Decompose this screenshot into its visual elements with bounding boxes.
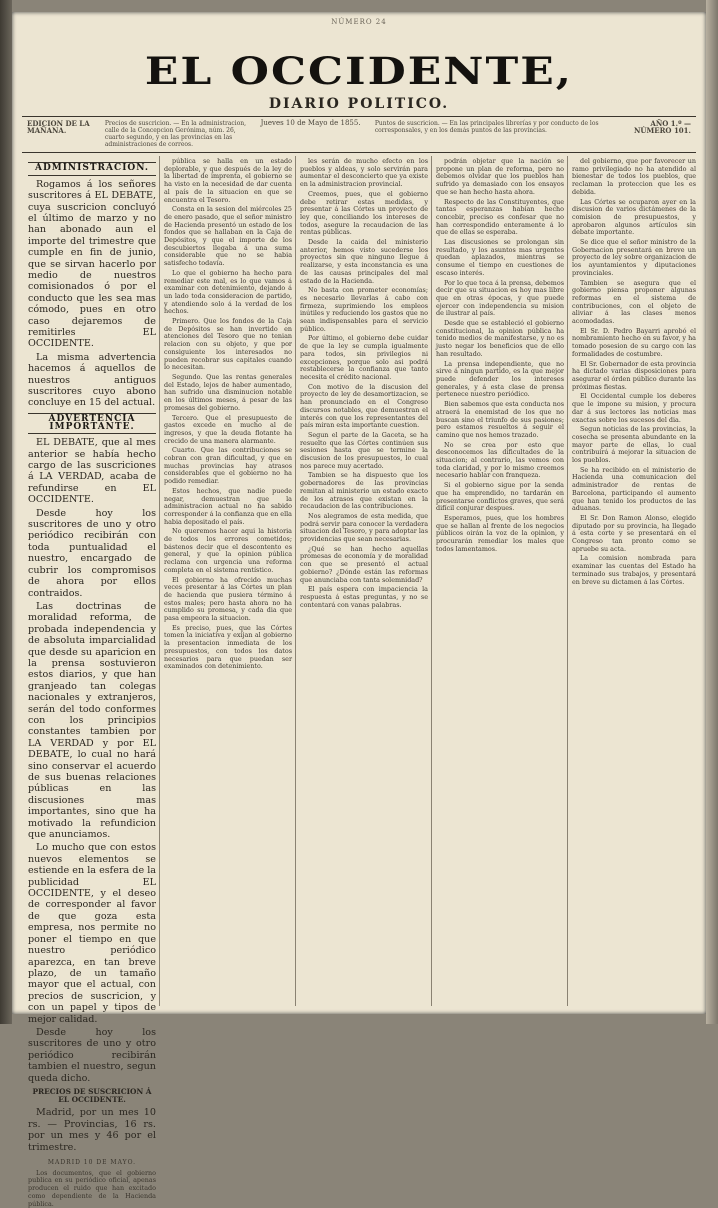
column-1 xyxy=(28,158,156,1208)
paragraph: La comision nombrada para examinar las cuentas del Estado ha terminado sus trabajos, y presentará en breve su dictamen á las Córtes. xyxy=(572,554,696,586)
issue-number: NÚMERO 24 xyxy=(331,18,387,26)
subscription-points: Puntos de suscricion. — En las principales librerías y por conducto de los corresponsales, y en los demás puntos de las provincias. xyxy=(374,120,599,134)
paragraph: Con motivo de la discusion del proyecto de ley de desamortizacion, se han pronunciado en el Congreso discursos notables, que demuestran el interés con que los representantes del país miran esta importante cuestion. xyxy=(300,382,428,430)
column-5 xyxy=(572,158,696,1004)
paragraph: Se dice que el señor ministro de la Gobernacion presentará en breve un proyecto de ley sobre organizacion de los ayuntamientos y diputaciones provinciales. xyxy=(572,238,696,277)
masthead-title: EL OCCIDENTE, xyxy=(144,49,574,94)
paragraph: Segundo. Que las rentas generales del Estado, lejos de haber aumentado, han sufrido una disminucion notable en los últimos meses, á pesar de las promesas del gobierno. xyxy=(164,372,292,412)
paragraph: del gobierno, que por favorecer un ramo privilegiado no ha atendido al bienestar de todos los pueblos, que reclaman la proteccion que les es debida. xyxy=(572,157,696,196)
column-3 xyxy=(300,158,428,1004)
column-divider xyxy=(295,156,296,1006)
paragraph: Respecto de las Constituyentes, que tantas esperanzas habian hecho concebir, preciso es confesar que no han correspondido enteramente á lo que de ellas se esperaba. xyxy=(436,197,564,237)
page-edge xyxy=(706,0,718,1024)
paragraph: Las discusiones se prolongan sin resultado, y los asuntos mas urgentes quedan aplazados, mientras se consume el tiempo en cuestiones de escaso interés. xyxy=(436,238,564,277)
paragraph: Los documentos, que el gobierno publica en su periódico oficial, apenas producen el ruido que han excitado como dependiente de la Hacienda pública. xyxy=(28,1168,156,1208)
paragraph: Desde hoy los suscritores de uno y otro periódico recibirán con toda puntualidad el nuestro, encargado de cubrir los compromisos de ahora por ellos contraidos. xyxy=(28,507,156,599)
paragraph: Lo mucho que con estos nuevos elementos se estiende en la esfera de la publicidad EL OCCIDENTE, y el deseo de corresponder al favor de que goza esta empresa, nos permite no poner el tiempo en que nuestro periódico aparezca, en tan breve plazo, de un tamaño mayor que el actual, con precios de suscricion, y con un papel y tipos de mejor calidad. xyxy=(28,842,156,1025)
paragraph: Las doctrinas de moralidad reforma, de probada independencia y de absoluta imparcialidad que desde su aparicion en la prensa sostuvieron estos diarios, y que han granjeado tan colegas nacionales y extranjeros, serán del todo conformes con los principios constantes tambien por LA VERDAD y por EL DEBATE, lo cual no hará sino conservar el acuerdo de sus buenas relaciones públicas en las discusiones mas importantes, sino que ha motivado la refundicion que anunciamos. xyxy=(28,600,156,841)
paragraph: Por lo que toca á la prensa, debemos decir que su situacion es hoy mas libre que en otras épocas, y que puede ejercer con independencia su mision de ilustrar al país. xyxy=(436,278,564,318)
paragraph: Se ha recibido en el ministerio de Hacienda una comunicacion del administrador de rentas de Barcelona, participando el aumento que han tenido los productos de las aduanas. xyxy=(572,465,696,513)
book-spine xyxy=(0,0,12,1024)
administracion-section xyxy=(28,179,156,409)
column-4 xyxy=(436,158,564,1004)
newspaper-page xyxy=(12,12,706,1208)
masthead-subtitle: DIARIO POLITICO. xyxy=(268,96,450,112)
column-divider xyxy=(159,156,160,1006)
administracion-heading: ADMINISTRACION. xyxy=(28,162,156,176)
paragraph: Bien sabemos que esta conducta nos atraerá la enemistad de los que no buscan sino el triunfo de sus pasiones; pero estamos resueltos á seguir el camino que nos hemos trazado. xyxy=(436,400,564,439)
paragraph: La misma advertencia hacemos á aquellos de nuestros antiguos suscritores cuyo abono concluye en 15 del actual. xyxy=(28,351,156,409)
paragraph: podrán objetar que la nación se propone un plan de reforma, pero no debemos olvidar que los pueblos han sufrido ya demasiado con los ensayos que se han hecho hasta ahora. xyxy=(436,157,564,196)
masthead-info-bar xyxy=(22,120,696,150)
paragraph: La prensa independiente, que no sirve á ningun partido, es la que mejor puede defender los intereses generales, y á esta clase de prensa pertenece nuestro periódico. xyxy=(436,359,564,399)
column-divider xyxy=(431,156,432,1006)
paragraph: Segun el parte de la Gaceta, se ha resuelto que las Córtes continúen sus sesiones hasta que se termine la discusion de los presupuestos, lo cual nos parece muy acertado. xyxy=(300,430,428,470)
paragraph: Las Córtes se ocuparon ayer en la discusion de varios dictámenes de la comision de presupuestos, y aprobaron algunos artículos sin debate importante. xyxy=(572,197,696,237)
paragraph: Desde hoy los suscritores de uno y otro periódico recibirán tambien el nuestro, segun queda dicho. xyxy=(28,1026,156,1084)
paragraph: El Occidental cumple los deberes que le impone su mision, y procura dar á sus lectores las noticias mas exactas sobre los sucesos del dia. xyxy=(572,392,696,424)
year-and-number: AÑO 1.º — NÚMERO 101. xyxy=(634,119,691,135)
paragraph: Primero. Que los fondos de la Caja de Depósitos se han invertido en atenciones del Tesoro que no tenian relacion con su objeto, y que por consiguiente los interesados no pueden recobrar sus capitales cuando lo necesitan. xyxy=(164,317,292,372)
paragraph: No se crea por esto que desconocemos las dificultades de la situacion; al contrario, las vemos con toda claridad, y por lo mismo creemos necesario hablar con franqueza. xyxy=(436,440,564,480)
subscription-terms: Precios de suscricion. — En la administracion, calle de la Concepcion Gerónima, núm. 26, cuarto segundo, y en las provincias en las administraciones de correos. xyxy=(104,120,247,148)
paragraph: Tambien se asegura que el gobierno piensa proponer algunas reformas en el sistema de contribuciones, con el objeto de aliviar á las clases menos acomodadas. xyxy=(572,278,696,326)
precios-text xyxy=(28,1107,156,1153)
masthead-rule-bottom xyxy=(22,152,696,153)
paragraph: Segun noticias de las provincias, la cosecha se presenta abundante en la mayor parte de ellas, lo cual contribuirá á mejorar la situacion de los pueblos. xyxy=(572,425,696,465)
advertencia-heading: ADVERTENCIA IMPORTANTE. xyxy=(28,413,156,434)
issue-date: Jueves 10 de Mayo de 1855. xyxy=(260,119,361,127)
paragraph: Es preciso, pues, que las Córtes tomen la iniciativa y exijan al gobierno la presentacion inmediata de los presupuestos, con todos los datos necesarios para que puedan ser examinados con detenimiento. xyxy=(164,623,292,671)
paragraph: Cuarto. Que las contribuciones se cobran con gran dificultad, y que en muchas provincias hay atrasos considerables que el gobierno no ha podido remediar. xyxy=(164,446,292,486)
edition-label: EDICION DE LA MAÑANA. xyxy=(27,119,90,135)
paragraph: les serán de mucho efecto en los pueblos y aldeas, y solo servirán para aumentar el desconcierto que ya existe en la administracion provincial. xyxy=(300,157,428,189)
paragraph: Nos alegramos de esta medida, que podrá servir para conocer la verdadera situacion del Tesoro, y para adoptar las providencias que sean necesarias. xyxy=(300,511,428,544)
paragraph: Tercero. Que el presupuesto de gastos excede en mucho al de ingresos, y que la deuda flotante ha crecido de una manera alarmante. xyxy=(164,413,292,445)
paragraph: Consta en la sesion del miércoles 25 de enero pasado, que el señor ministro de Hacienda presentó un estado de los fondos que se hallaban en la Caja de Depósitos, y que el importe de los descubiertos llegaba á una suma considerable que no se habia satisfecho todavía. xyxy=(164,205,292,268)
paragraph: pública se halla en un estado deplorable, y que después de la ley de la libertad de imprenta, el gobierno se ha visto en la necesidad de dar cuenta al país de la situacion en que se encuentra el Tesoro. xyxy=(164,157,292,204)
madrid-heading: MADRID 10 DE MAYO. xyxy=(47,1159,137,1167)
paragraph: EL DEBATE, que al mes anterior se había hecho cargo de las suscriciones á LA VERDAD, acaba de refundirse en EL OCCIDENTE. xyxy=(28,437,156,506)
paragraph: Madrid, por un mes 10 rs. — Provincias, 16 rs. por un mes y 46 por el trimestre. xyxy=(28,1107,156,1153)
paragraph: El gobierno ha ofrecido muchas veces presentar á las Córtes un plan de hacienda que pusiera término á estos males; pero hasta ahora no ha cumplido su promesa, y cada dia que pasa empeora la situacion. xyxy=(164,575,292,623)
paragraph: Creemos, pues, que el gobierno debe retirar estas medidas, y presentar á las Córtes un proyecto de ley que, conciliando los intereses de todos, asegure la recaudacion de las rentas públicas. xyxy=(300,189,428,237)
paragraph: El Sr. Gobernador de esta provincia ha dictado varias disposiciones para asegurar el órden público durante las próximas fiestas. xyxy=(572,359,696,391)
paragraph: Si el gobierno sigue por la senda que ha emprendido, no tardarán en presentarse conflictos graves, que será difícil conjurar despues. xyxy=(436,481,564,513)
paragraph: Estos hechos, que nadie puede negar, demuestran que la administracion actual no ha sabido corresponder á la confianza que en ella habia depositado el país. xyxy=(164,486,292,526)
paragraph: ¿Qué se han hecho aquellas promesas de economía y de moralidad con que se presentó el actual gobierno? ¿Dónde están las reformas que anunciaba con tanta solemnidad? xyxy=(300,544,428,584)
paragraph: Tambien se ha dispuesto que los gobernadores de las provincias remitan al ministerio un estado exacto de los atrasos que existan en la recaudacion de las contribuciones. xyxy=(300,471,428,511)
paragraph: El Sr. Don Ramon Alonso, elegido diputado por su provincia, ha llegado á esta corte y se presentará en el Congreso tan pronto como se apruebe su acta. xyxy=(572,513,696,553)
masthead-rule-top xyxy=(22,116,696,117)
paragraph: Desde la caida del ministerio anterior, hemos visto sucederse los proyectos sin que ninguno llegue á realizarse, y esta inconstancia es una de las causas principales del mal estado de la Hacienda. xyxy=(300,238,428,285)
paragraph: Lo que el gobierno ha hecho para remediar este mal, es lo que vamos á examinar con detenimiento, dejando á un lado toda consideracion de partido, y atendiendo solo á la verdad de los hechos. xyxy=(164,268,292,316)
paragraph: Rogamos á los señores suscritores á EL DEBATE, cuya suscricion concluyó el último de marzo y no han abonado aun el importe del trimestre que cumple en fin de junio, que se sirvan hacerlo por medio de nuestros comisionados ó por el conducto que les sea mas cómodo, pues en otro caso dejaremos de remitirles EL OCCIDENTE. xyxy=(28,178,156,350)
paragraph: El Sr. D. Pedro Bayarri aprobó el nombramiento hecho en su favor, y ha tomado posesion de su cargo con las formalidades de costumbre. xyxy=(572,326,696,358)
paragraph: Por último, el gobierno debe cuidar de que la ley se cumpla igualmente para todos, sin privilegios ni excepciones, porque solo asi podrá restablecerse la confianza que tanto necesita el crédito nacional. xyxy=(300,334,428,381)
paragraph: No basta con prometer economías; es necesario llevarlas á cabo con firmeza, suprimiendo los empleos inútiles y reduciendo los gastos que no sean indispensables para el servicio público. xyxy=(300,286,428,333)
paragraph: No queremos hacer aqui la historia de todos los errores cometidos; bástenos decir que el descontento es general, y que la opinion pública reclama con urgencia una reforma completa en el sistema rentístico. xyxy=(164,527,292,574)
column-2 xyxy=(164,158,292,1004)
precios-heading: PRECIOS DE SUSCRICION Á EL OCCIDENTE. xyxy=(32,1086,152,1104)
advertencia-section xyxy=(28,437,156,1084)
paragraph: Desde que se estableció el gobierno constitucional, la opinion pública ha tenido medios de manifestarse, y no es justo negar los beneficios que de ello han resultado. xyxy=(436,319,564,358)
column-divider xyxy=(567,156,568,1006)
paragraph: El país espera con impaciencia la respuesta á estas preguntas, y no se contentará con vanas palabras. xyxy=(300,585,428,609)
paragraph: Esperamos, pues, que los hombres que se hallan al frente de los negocios públicos oirán la voz de la opinion, y procurarán remediar los males que todos lamentamos. xyxy=(436,513,564,553)
